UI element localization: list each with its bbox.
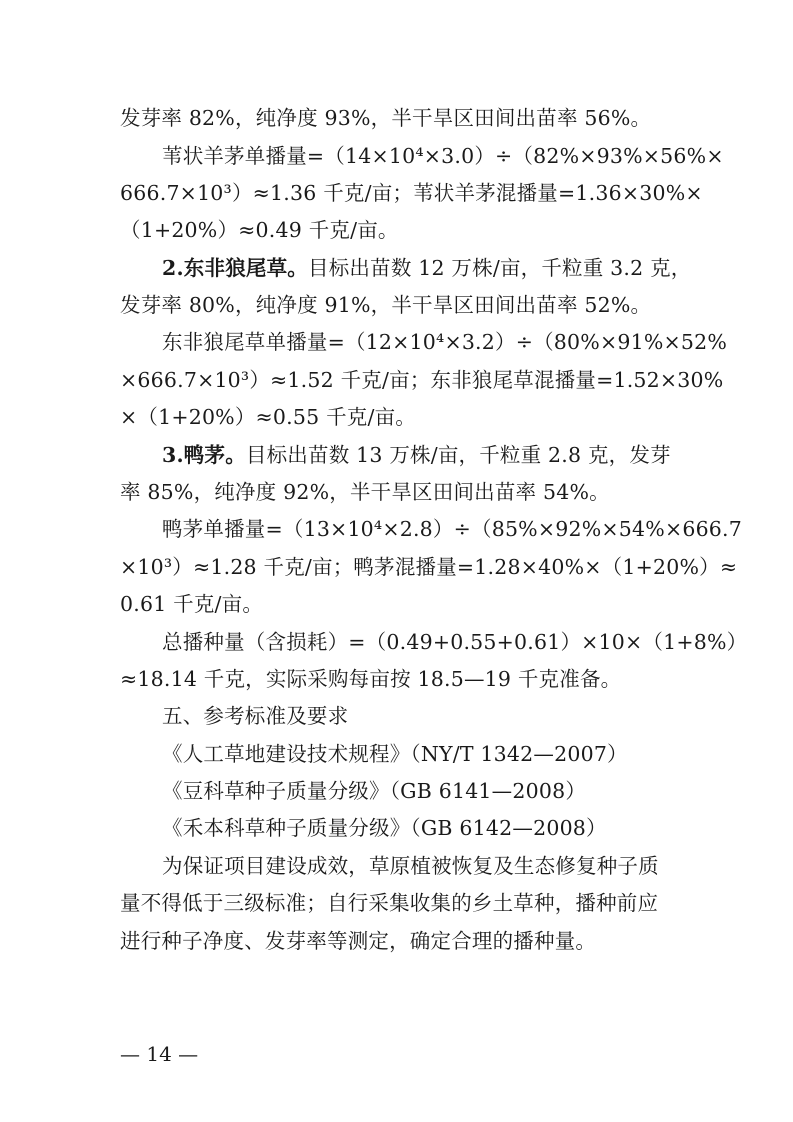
text-line: 发芽率 82%，纯净度 93%，半干旱区田间出苗率 56%。 bbox=[120, 106, 652, 130]
text-line: 率 85%，纯净度 92%，半干旱区田间出苗率 54%。 bbox=[120, 480, 610, 504]
text-line: 量不得低于三级标准；自行采集收集的乡土草种，播种前应 bbox=[120, 891, 659, 915]
text-line: 进行种子净度、发芽率等测定，确定合理的播种量。 bbox=[120, 929, 597, 953]
text-segment: 目标出苗数 12 万株/亩，千粒重 3.2 克， bbox=[308, 256, 692, 280]
text-line: ×（1+20%）≈0.55 千克/亩。 bbox=[120, 405, 417, 429]
text-line: 总播种量（含损耗）=（0.49+0.55+0.61）×10×（1+8%） bbox=[162, 630, 748, 654]
text-line: 苇状羊茅单播量=（14×10⁴×3.0）÷（82%×93%×56%× bbox=[162, 144, 724, 168]
text-line: 0.61 千克/亩。 bbox=[120, 592, 264, 616]
text-line: （1+20%）≈0.49 千克/亩。 bbox=[120, 218, 399, 242]
paragraph-3 bbox=[162, 441, 671, 469]
reference-standard: 《豆科草种子质量分级》（GB 6141—2008） bbox=[162, 779, 587, 803]
reference-standard: 《禾本科草种子质量分级》（GB 6142—2008） bbox=[162, 816, 607, 840]
text-line: ≈18.14 千克，实际采购每亩按 18.5—19 千克准备。 bbox=[120, 667, 622, 691]
text-segment: 目标出苗数 13 万株/亩，千粒重 2.8 克，发芽 bbox=[245, 443, 671, 467]
text-line: 666.7×10³）≈1.36 千克/亩；苇状羊茅混播量=1.36×30%× bbox=[120, 181, 703, 205]
text-line: 发芽率 80%，纯净度 91%，半干旱区田间出苗率 52%。 bbox=[120, 293, 652, 317]
page-number: — 14 — bbox=[120, 1042, 199, 1066]
section-heading: 五、参考标准及要求 bbox=[162, 704, 349, 728]
text-line: ×666.7×10³）≈1.52 千克/亩；东非狼尾草混播量=1.52×30% bbox=[120, 368, 724, 392]
text-line: 东非狼尾草单播量=（12×10⁴×3.2）÷（80%×91%×52% bbox=[162, 330, 728, 354]
reference-standard: 《人工草地建设技术规程》（NY/T 1342—2007） bbox=[162, 742, 628, 766]
paragraph-2 bbox=[162, 254, 691, 282]
text-line: 为保证项目建设成效，草原植被恢复及生态修复种子质 bbox=[162, 854, 659, 878]
text-line: 鸭茅单播量=（13×10⁴×2.8）÷（85%×92%×54%×666.7 bbox=[162, 517, 743, 541]
heading-dongfei-langweicao: 2.东非狼尾草。 bbox=[162, 256, 309, 280]
text-line: ×10³）≈1.28 千克/亩；鸭茅混播量=1.28×40%×（1+20%）≈ bbox=[120, 555, 738, 579]
heading-yamao: 3.鸭茅。 bbox=[162, 443, 246, 467]
